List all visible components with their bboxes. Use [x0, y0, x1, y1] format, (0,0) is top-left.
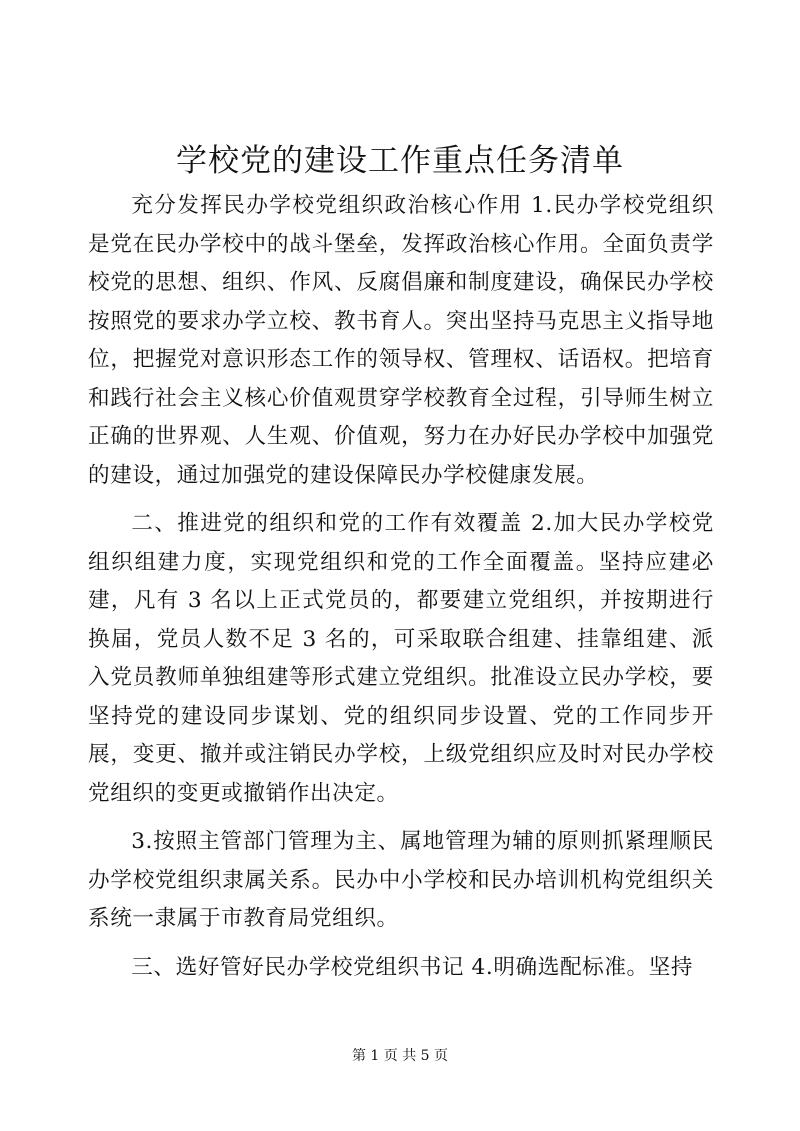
paragraph-1: 充分发挥民办学校党组织政治核心作用 1.民办学校党组织是党在民办学校中的战斗堡垒，发挥政治核心作用。全面负责学校党的思想、组织、作风、反腐倡廉和制度建设，确保民办学校按照党的要求办学立校、教书育人。突出坚持马克思主义指导地位，把握党对意识形态工作的领导权、管理权、话语权。把培育和践行社会主义核心价值观贯穿学校教育全过程，引导师生树立正确的世界观、人生观、价值观，努力在办好民办学校中加强党的建设，通过加强党的建设保障民办学校健康发展。 [88, 193, 714, 488]
document-title: 学校党的建设工作重点任务清单 [176, 143, 624, 179]
document-body [88, 187, 714, 987]
page-footer: 第 1 页 共 5 页 [351, 1048, 449, 1064]
paragraph-3: 3.按照主管部门管理为主、属地管理为辅的原则抓紧理顺民办学校党组织隶属关系。民办中小学校和民办培训机构党组织关系统一隶属于市教育局党组织。 [88, 829, 714, 931]
paragraph-4: 三、选好管好民办学校党组织书记 4.明确选配标准。坚持 [131, 954, 694, 980]
paragraph-2: 二、推进党的组织和党的工作有效覆盖 2.加大民办学校党组织组建力度，实现党组织和党的工作全面覆盖。坚持应建必建，凡有 3 名以上正式党员的，都要建立党组织，并按期进行换届，党员人数不足 3 名的，可采取联合组建、挂靠组建、派入党员教师单独组建等形式建立党组织。批准设立民办学校，要坚持党的建设同步谋划、党的组织同步设置、党的工作同步开展，变更、撤并或注销民办学校，上级党组织应及时对民办学校党组织的变更或撤销作出决定。 [88, 511, 714, 806]
